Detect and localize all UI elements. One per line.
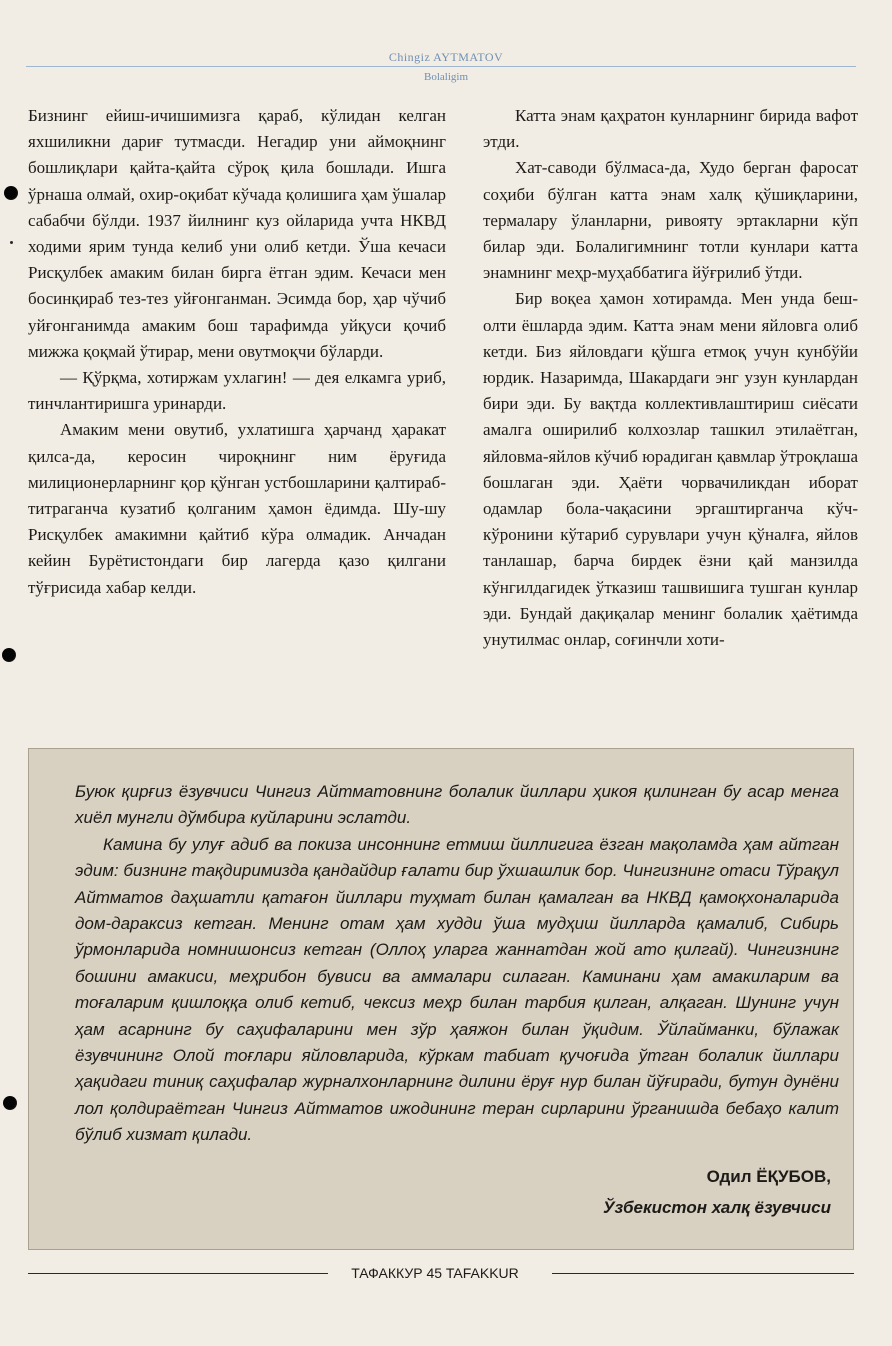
- header-author: Chingiz AYTMATOV: [388, 50, 504, 64]
- commentary-paragraph-1: Буюк қирғиз ёзувчиси Чингиз Айтматовнинг болалик йиллари ҳикоя қилинган бу асар менга хиёл мунгли дўмбира куйларини эслатди.: [75, 782, 839, 828]
- page-footer: [0, 1264, 892, 1284]
- left-paragraph-2: — Қўрқма, хотиржам ухлагин! — дея елкамга уриб, тинчлантиришга уринарди.: [28, 368, 446, 414]
- header-rule: [26, 66, 856, 67]
- right-paragraph-2: Хат-саводи бўлмаса-да, Худо берган фаросат соҳиби бўлган катта энам халқ қўшиқларини, термалару ўланларни, ривояту эртакларни кўп билар эди. Болалигимнинг тотли кунлари катта энамнинг меҳр-муҳаббатига йўғрилиб ўтди.: [483, 158, 858, 283]
- commentary-text: [75, 779, 839, 1149]
- left-paragraph-1: Бизнинг ейиш-ичишимизга қараб, кўлидан келган яхшиликни дариғ тутмасди. Негадир уни аймоқнинг бошлиқлари қайта-қайта сўроқ қила бошлади. Ишга ўрнаша олмай, охир-оқибат кўчада қолишига ҳам ўшалар сабабчи бўлди. 1937 йилнинг куз ойларида учта НКВД ходими ярим тунда келиб уни олиб кетди. Ўша кечаси Рисқулбек амаким билан бирга ётган эдим. Кечаси мен босинқираб тез-тез уйғонганман. Эсимда бор, ҳар чўчиб уйғонганимда амаким бош тарафимда уйқуси қочиб мижжа қоқмай ўтирар, мени овутмоқчи бўларди.: [28, 106, 446, 361]
- footer-text: ТАФАККУР 45 TAFAKKUR: [351, 1265, 519, 1281]
- running-header: [0, 50, 892, 65]
- binder-hole-middle: [2, 648, 16, 662]
- commentary-paragraph-2: Камина бу улуғ адиб ва покиза инсоннинг етмиш йиллигига ёзган мақоламда ҳам айтган эдим: бизнинг тақдиримизда қандайдир ғалати бир ўхшашлик бор. Чингизнинг отаси Тўрақул Айтматов даҳшатли қатағон йиллари туҳмат билан қамалган ва НКВД қамоқхоналарида дом-дараксиз кетган. Менинг отам ҳам худди ўша мудҳиш йилларда қамалиб, Сибирь ўрмонларида номнишонсиз кетган (Оллоҳ уларга жаннатдан жой ато қилгай). Чингизнинг бошини амакиси, меҳрибон бувиси ва аммалари силаган. Каминани ҳам амакиларим ва тоғаларим қишлоққа олиб кетиб, чексиз меҳр билан тарбия қилган, алқаган. Шунинг учун ҳам асарнинг бу саҳифаларини мен зўр ҳаяжон билан ўқидим. Ўйлайманки, бўлажак ёзувчининг Олой тоғлари яйловларида, кўркам табиат қучоғида ўтган болалик йиллари ҳақидаги тиниқ саҳифалар журналхонларнинг дилини ёруғ нур билан йўғиради, бутун дунёни лол қолдираётган Чингиз Айтматов ижодининг теран сирларини ўрганишда бебаҳо калит бўлиб хизмат қилади.: [75, 834, 839, 1145]
- footer-rule-right: [552, 1273, 854, 1274]
- right-paragraph-1: Катта энам қаҳратон кунларнинг бирида вафот этди.: [483, 106, 858, 152]
- right-paragraph-3: Бир воқеа ҳамон хотирамда. Мен унда беш-олти ёшларда эдим. Катта энам мени яйловга олиб кетди. Биз яйловдаги қўшга етмоқ учун кунбўйи юрдик. Назаримда, Шакардаги энг узун кунлардан бири эди. Бу вақтда коллективлаштириш сиёсати амалга оширилиб колхозлар ташкил этилаётган, яйловма-яйлов кўчиб юрадиган қавмлар ўтроқлаша бошлаган эди. Ҳаёти чорвачиликдан иборат одамлар бола-чақасини эргаштирганча кўч-кўронини кўтариб сурувлари учун қўналға, яйлов танлашар, барча бирдек ёзни қай манзилда кўнгилдагидек ўтказиш ташвишига тушган кунлар эди. Бундай дақиқалар менинг болалик ҳаётимда унутилмас онлар, соғинчли хоти-: [483, 289, 858, 650]
- signature-name: Одил ЁҚУБОВ,: [706, 1167, 831, 1186]
- signature: [603, 1161, 831, 1223]
- left-paragraph-3: Амаким мени овутиб, ухлатишга ҳарчанд ҳаракат қилса-да, керосин чироқнинг ним ёруғида милиционерларнинг қор қўнган устбошларини қалтираб-титраганча кузатиб қолганим ҳамон ёдимда. Шу-шу Рисқулбек амакимни қайтиб кўра олмадик. Анчадан кейин Бурётистондаги бир лагерда қазо қилгани тўғрисида хабар келди.: [28, 420, 446, 597]
- commentary-box: [28, 748, 854, 1250]
- footer-rule-left: [28, 1273, 328, 1274]
- left-column: [28, 103, 446, 601]
- paper-speck: [10, 241, 13, 244]
- right-column: [483, 103, 858, 653]
- signature-title: Ўзбекистон халқ ёзувчиси: [603, 1198, 831, 1217]
- header-section: Bolaligim: [424, 71, 468, 83]
- binder-hole-bottom: [3, 1096, 17, 1110]
- binder-hole-top: [4, 186, 18, 200]
